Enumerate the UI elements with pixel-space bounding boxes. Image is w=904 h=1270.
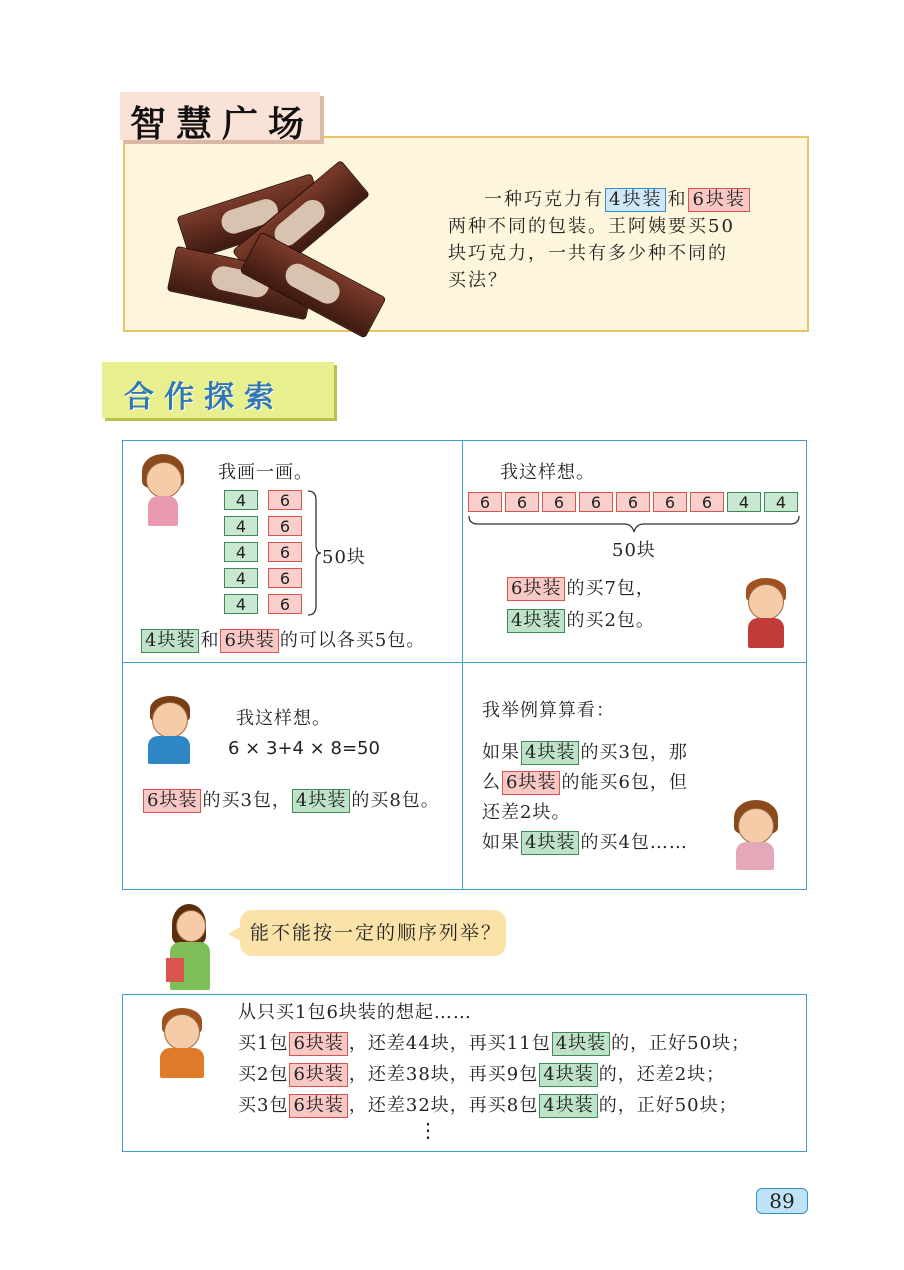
and-text: 和 <box>200 630 220 651</box>
wisdom-square-title-tab <box>120 92 320 145</box>
pink-cell: 6 <box>268 542 302 562</box>
pink-cell: 6 <box>468 492 502 512</box>
boy-avatar <box>140 696 204 766</box>
teacher-avatar <box>164 904 224 992</box>
enumeration-ellipsis: ⋮ <box>418 1118 438 1142</box>
tag-6-pack: 6块装 <box>507 577 565 601</box>
speech-bubble: 能不能按一定的顺序列举？ <box>240 910 506 956</box>
row-c: 的，还差2块； <box>598 1064 726 1085</box>
green-cell: 4 <box>764 492 798 512</box>
green-cell: 4 <box>224 594 258 614</box>
green-cell: 4 <box>224 490 258 510</box>
cell1-heading: 我画一画。 <box>218 462 313 483</box>
l4-pre: 如果 <box>482 832 520 853</box>
girl-avatar <box>136 454 198 528</box>
enumeration-row <box>238 1031 750 1057</box>
cell1-conclusion <box>140 626 425 653</box>
row-b: ，还差44块，再买11包 <box>348 1033 551 1054</box>
cooperative-exploration-title: 合作探索 <box>124 380 284 415</box>
pink-cell: 6 <box>268 516 302 536</box>
cell3-heading: 我这样想。 <box>236 708 331 729</box>
row-c: 的，正好50块； <box>611 1033 751 1054</box>
tag-6-pack: 6块装 <box>289 1094 347 1118</box>
grid-divider-horizontal <box>122 662 807 663</box>
pink-cell: 6 <box>268 490 302 510</box>
cell2-line2 <box>506 606 655 633</box>
tag-4-pack: 4块装 <box>552 1032 610 1056</box>
cell4-text <box>482 738 688 858</box>
pink-cell: 6 <box>690 492 724 512</box>
tag-6-pack: 6块装 <box>289 1032 347 1056</box>
enumeration-row <box>238 1093 738 1119</box>
pink-cell: 6 <box>268 594 302 614</box>
problem-and: 和 <box>667 189 688 210</box>
boy-avatar <box>154 1008 214 1080</box>
l2-post: 的能买6包，但 <box>561 772 688 793</box>
tag-4-pack: 4块装 <box>292 789 350 813</box>
pink-cell: 6 <box>653 492 687 512</box>
enumeration-row <box>238 1062 725 1088</box>
tag-4-pack: 4块装 <box>521 831 579 855</box>
tag-6-pack: 6块装 <box>688 188 749 212</box>
grid-divider-vertical <box>462 440 463 890</box>
cooperative-exploration-banner <box>102 362 334 418</box>
pink-cell: 6 <box>268 568 302 588</box>
tag-4-pack: 4块装 <box>539 1063 597 1087</box>
boy-avatar <box>736 576 798 650</box>
cell4-heading: 我举例算算看： <box>482 700 615 721</box>
l1-post: 的买3包，那 <box>580 742 688 763</box>
tag-6-pack: 6块装 <box>502 771 560 795</box>
wisdom-square-title: 智慧广场 <box>130 104 315 145</box>
row-c: 的，正好50块； <box>598 1095 738 1116</box>
tag-6-pack: 6块装 <box>220 629 278 653</box>
girl-avatar <box>726 800 790 872</box>
cell2-heading: 我这样想。 <box>500 462 595 483</box>
tag-6-pack: 6块装 <box>143 789 201 813</box>
pink-cell: 6 <box>505 492 539 512</box>
l2-pre: 么 <box>482 772 501 793</box>
green-cell: 4 <box>224 516 258 536</box>
l3: 还差2块。 <box>482 802 571 823</box>
l1-pre: 如果 <box>482 742 520 763</box>
bottom-brace <box>468 514 800 534</box>
cell3-formula: 6 × 3+4 × 8=50 <box>228 738 380 759</box>
row-b: ，还差32块，再买8包 <box>348 1095 539 1116</box>
chocolate-bars-illustration <box>170 160 370 320</box>
row-b: ，还差38块，再买9包 <box>348 1064 539 1085</box>
green-cell: 4 <box>727 492 761 512</box>
conclusion-tail: 的买8包。 <box>351 790 440 811</box>
green-cell: 4 <box>224 568 258 588</box>
line1-tail: 的买7包， <box>566 578 655 599</box>
cell2-line1 <box>506 574 655 601</box>
enumeration-intro: 从只买1包6块装的想起…… <box>238 1002 472 1023</box>
cell3-conclusion <box>142 786 440 813</box>
green-cell: 4 <box>224 542 258 562</box>
pink-cell: 6 <box>616 492 650 512</box>
l4-post: 的买4包…… <box>580 832 688 853</box>
problem-line3: 块巧克力，一共有多少种不同的 <box>448 243 728 264</box>
problem-line2: 两种不同的包装。王阿姨要买50 <box>448 216 735 237</box>
problem-line4: 买法？ <box>448 270 508 291</box>
conclusion-tail: 的可以各买5包。 <box>279 630 426 651</box>
cell1-brace-label: 50块 <box>322 547 366 568</box>
cell2-brace-label: 50块 <box>612 540 656 561</box>
problem-line1-pre: 一种巧克力有 <box>484 189 604 210</box>
pink-cell: 6 <box>579 492 613 512</box>
tag-4-pack: 4块装 <box>539 1094 597 1118</box>
line2-tail: 的买2包。 <box>566 610 655 631</box>
cell2-sequence <box>468 492 802 516</box>
tag-4-pack: 4块装 <box>507 609 565 633</box>
wisdom-problem-text <box>448 186 778 294</box>
right-brace <box>306 490 322 616</box>
tag-4-pack: 4块装 <box>521 741 579 765</box>
row-a: 买1包 <box>238 1033 289 1054</box>
conclusion-mid: 的买3包， <box>202 790 291 811</box>
tag-4-pack: 4块装 <box>141 629 199 653</box>
page-number: 89 <box>756 1188 808 1214</box>
row-a: 买3包 <box>238 1095 289 1116</box>
pink-cell: 6 <box>542 492 576 512</box>
tag-6-pack: 6块装 <box>289 1063 347 1087</box>
row-a: 买2包 <box>238 1064 289 1085</box>
tag-4-pack: 4块装 <box>605 188 666 212</box>
